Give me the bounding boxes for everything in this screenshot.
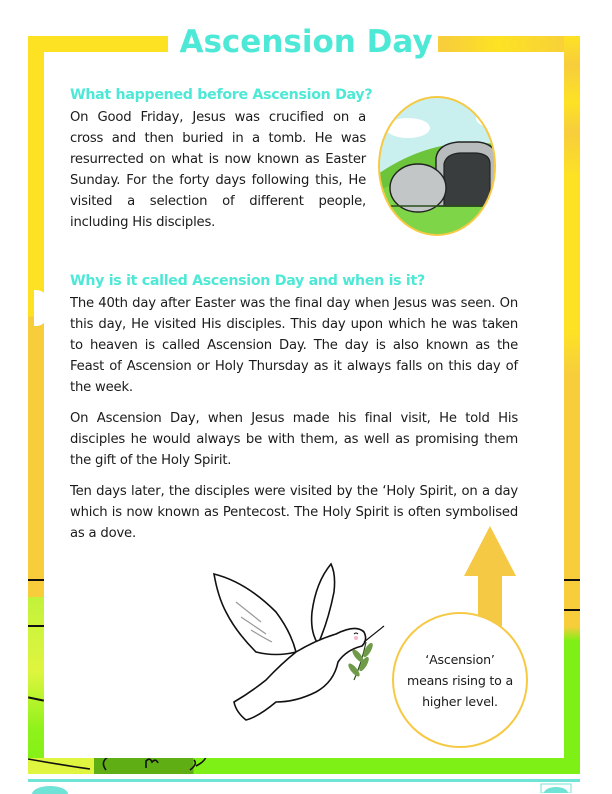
dove-icon [206, 552, 396, 732]
hill-outline [28, 579, 44, 581]
hill-outline [564, 609, 580, 611]
tomb-icon [378, 96, 496, 236]
page-title: Ascension Day [179, 24, 433, 60]
section-paragraph-why-3: Ten days later, the disciples were visited by the ‘Holy Spirit, on a day which is now known as Pentecost. The Holy Spirit is often symbolised as a dove. [70, 484, 518, 541]
section-paragraph-why-1: The 40th day after Easter was the final day when Jesus was seen. On this day, He visited His disciples. This day upon which he was taken to heaven is called Ascension Day. The day is also known as the Feast of Ascension or Holy Thursday as it always falls on this day of the week. [70, 296, 518, 395]
hill-outline [28, 625, 44, 627]
section-paragraph-why-2: On Ascension Day, when Jesus made his final visit, He told His disciples he would always be with them, as well as promising them the gift of the Holy Spirit. [70, 411, 518, 468]
border-right [564, 36, 580, 774]
tomb-image [378, 96, 496, 236]
ascension-definition-callout [392, 612, 528, 748]
section-heading-why: Why is it called Ascension Day and when is it? [70, 273, 425, 289]
border-notch [34, 290, 48, 326]
footer-divider [28, 779, 580, 782]
callout-text: ‘Ascension’ means rising to a higher level. [407, 651, 513, 709]
hill-outline [28, 696, 44, 701]
section-heading-before: What happened before Ascension Day? [70, 87, 373, 103]
hill-outline [564, 579, 580, 581]
up-arrow-icon [464, 526, 516, 626]
cloud-icon [30, 784, 70, 794]
section-paragraph-before: On Good Friday, Jesus was crucified on a cross and then buried in a tomb. He was resurrected on what is now known as Easter Sunday. For the forty days following this, He visited a selection of different people, including His disciples. [70, 110, 366, 230]
